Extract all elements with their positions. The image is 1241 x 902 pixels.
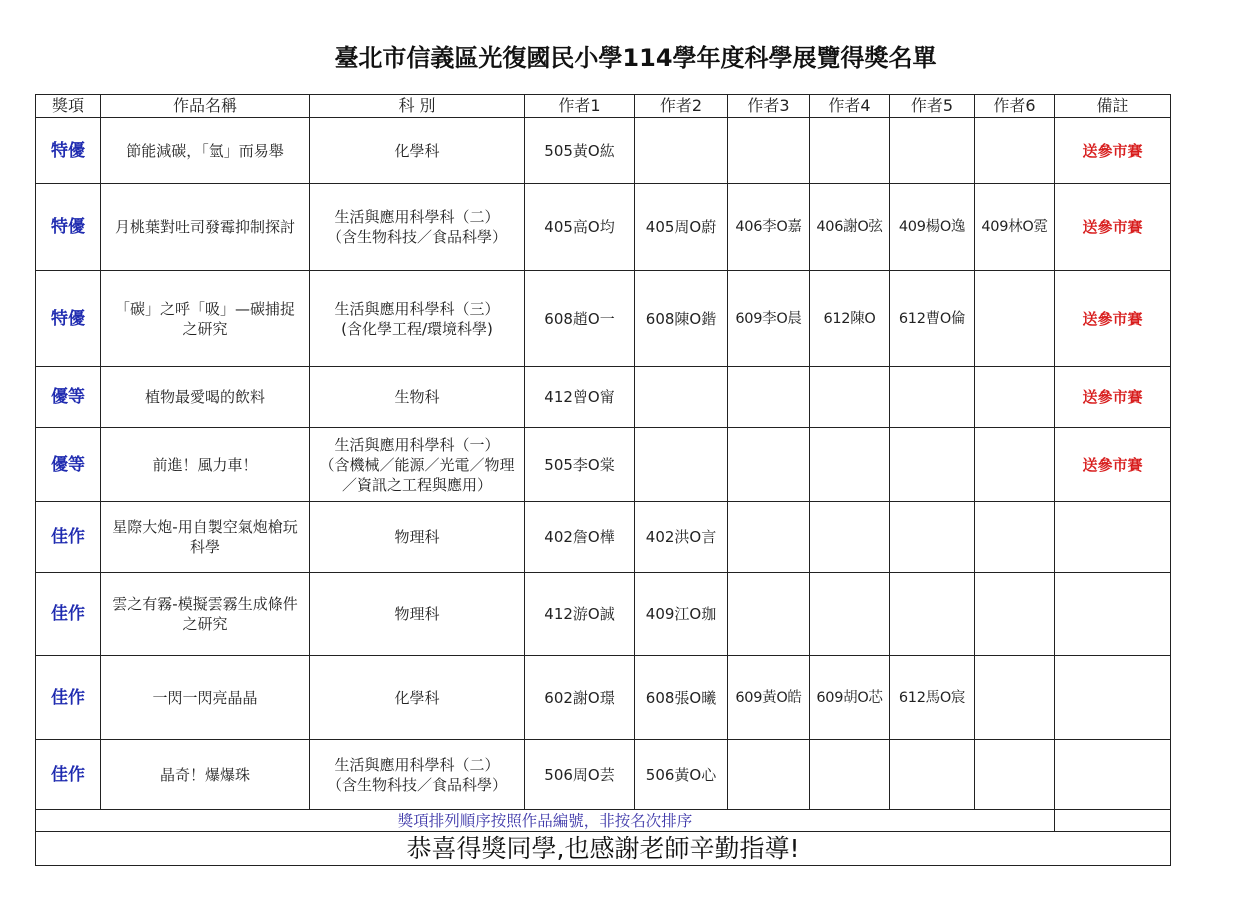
author-cell [728,367,810,428]
author-cell: 505李O棠 [525,428,635,502]
author-cell [975,367,1055,428]
award-cell: 特優 [36,184,101,271]
author-cell: 412曾O甯 [525,367,635,428]
header-author-1: 作者1 [525,95,635,118]
category-cell: 生活與應用科學科（三） (含化學工程/環境科學) [310,271,525,367]
congrats-text: 恭喜得獎同學,也感謝老師辛勤指導! [36,832,1171,866]
author-cell [890,740,975,810]
author-cell: 608趙O一 [525,271,635,367]
author-cell [975,118,1055,184]
page-title: 臺北市信義區光復國民小學114學年度科學展覽得獎名單 [334,44,937,72]
author-cell: 409楊O逸 [890,184,975,271]
work-name-cell: 星際大炮-用自製空氣炮槍玩 科學 [101,502,310,573]
author-cell: 506黃O心 [635,740,728,810]
category-cell: 物理科 [310,573,525,656]
table-row [36,573,1171,656]
author-cell: 612陳O [810,271,890,367]
award-cell: 特優 [36,118,101,184]
header-author-3: 作者3 [728,95,810,118]
author-cell: 506周O芸 [525,740,635,810]
table-row [36,656,1171,740]
table-row [36,367,1171,428]
header-category: 科 別 [310,95,525,118]
author-cell: 612馬O宸 [890,656,975,740]
author-cell: 612曹O倫 [890,271,975,367]
author-cell [975,502,1055,573]
table-row [36,740,1171,810]
table-row [36,428,1171,502]
author-cell: 608張O曦 [635,656,728,740]
author-cell: 406李O嘉 [728,184,810,271]
category-cell: 生活與應用科學科（二） （含生物科技／食品科學） [310,740,525,810]
award-cell: 佳作 [36,656,101,740]
note-cell: 送參市賽 [1055,184,1171,271]
header-work-name: 作品名稱 [101,95,310,118]
author-cell [810,573,890,656]
congrats-row [36,832,1171,866]
work-name-cell: 雲之有霧-模擬雲霧生成條件 之研究 [101,573,310,656]
category-cell: 生活與應用科學科（一） （含機械／能源／光電／物理 ／資訊之工程與應用） [310,428,525,502]
category-cell: 生物科 [310,367,525,428]
header-author-4: 作者4 [810,95,890,118]
author-cell: 609黃O皓 [728,656,810,740]
author-cell [890,502,975,573]
work-name-cell: 植物最愛喝的飲料 [101,367,310,428]
author-cell [890,118,975,184]
award-cell: 優等 [36,367,101,428]
note-cell [1055,573,1171,656]
table-row [36,502,1171,573]
author-cell [728,740,810,810]
author-cell [810,502,890,573]
work-name-cell: 節能減碳，「氫」而易舉 [101,118,310,184]
category-cell: 物理科 [310,502,525,573]
note-cell: 送參市賽 [1055,428,1171,502]
author-cell: 402詹O樺 [525,502,635,573]
author-cell: 505黃O紘 [525,118,635,184]
author-cell: 609李O晨 [728,271,810,367]
header-note: 備註 [1055,95,1171,118]
category-cell: 化學科 [310,656,525,740]
note-cell [1055,502,1171,573]
note-cell [1055,656,1171,740]
table-row [36,271,1171,367]
header-award: 獎項 [36,95,101,118]
header-author-6: 作者6 [975,95,1055,118]
footnote-empty-cell [1055,810,1171,832]
author-cell [975,271,1055,367]
author-cell [728,573,810,656]
award-cell: 特優 [36,271,101,367]
note-cell: 送參市賽 [1055,118,1171,184]
author-cell [975,656,1055,740]
author-cell [975,740,1055,810]
award-cell: 優等 [36,428,101,502]
author-cell [890,428,975,502]
author-cell: 602謝O璟 [525,656,635,740]
author-cell [728,502,810,573]
author-cell [890,573,975,656]
note-cell [1055,740,1171,810]
author-cell: 409江O珈 [635,573,728,656]
author-cell: 409林O霓 [975,184,1055,271]
author-cell [810,740,890,810]
author-cell [975,428,1055,502]
author-cell [975,573,1055,656]
work-name-cell: 月桃葉對吐司發霉抑制探討 [101,184,310,271]
category-cell: 生活與應用科學科（二） （含生物科技／食品科學） [310,184,525,271]
author-cell [635,118,728,184]
table-row [36,118,1171,184]
award-cell: 佳作 [36,502,101,573]
category-cell: 化學科 [310,118,525,184]
header-author-5: 作者5 [890,95,975,118]
author-cell [810,118,890,184]
author-cell [810,367,890,428]
author-cell: 609胡O芯 [810,656,890,740]
award-cell: 佳作 [36,573,101,656]
author-cell: 405高O均 [525,184,635,271]
author-cell: 405周O蔚 [635,184,728,271]
note-cell: 送參市賽 [1055,367,1171,428]
work-name-cell: 晶奇！爆爆珠 [101,740,310,810]
footnote-row [36,810,1171,832]
author-cell [635,367,728,428]
author-cell [635,428,728,502]
awards-table [35,94,1171,866]
author-cell: 412游O誠 [525,573,635,656]
author-cell: 402洪O言 [635,502,728,573]
author-cell: 608陳O鍇 [635,271,728,367]
note-cell: 送參市賽 [1055,271,1171,367]
author-cell [728,118,810,184]
header-row [36,95,1171,118]
footnote-text: 獎項排列順序按照作品編號，非按名次排序 [36,810,1055,832]
header-author-2: 作者2 [635,95,728,118]
author-cell [728,428,810,502]
author-cell [890,367,975,428]
work-name-cell: 一閃一閃亮晶晶 [101,656,310,740]
author-cell [810,428,890,502]
table-row [36,184,1171,271]
work-name-cell: 前進！風力車！ [101,428,310,502]
author-cell: 406謝O弦 [810,184,890,271]
work-name-cell: 「碳」之呼「吸」—碳捕捉 之研究 [101,271,310,367]
award-cell: 佳作 [36,740,101,810]
